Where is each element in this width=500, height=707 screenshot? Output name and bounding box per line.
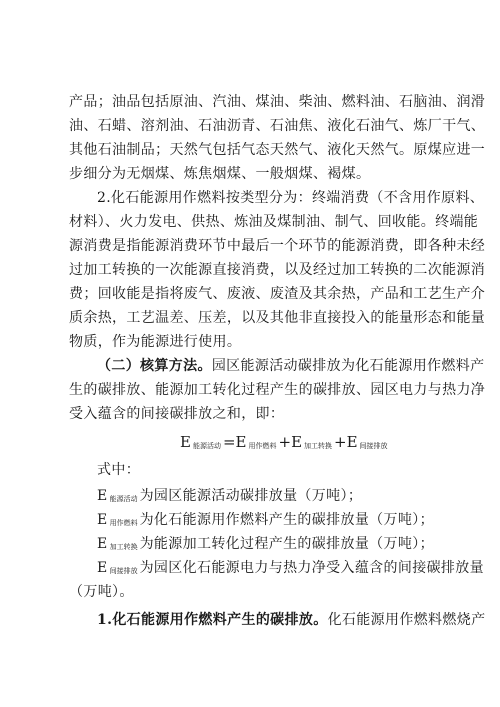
definition-4-text: 为园区化石能源电力与热力净受入蕴含的间接碳排放量 xyxy=(139,560,484,576)
definition-2 xyxy=(97,511,433,532)
paragraph-2-line-6: 质余热，工艺温差、压差，以及其他非直接投入的能量形态和能量 xyxy=(69,310,486,326)
formula-plus-2: + xyxy=(334,433,347,451)
body-line-2: 油、石蜡、溶剂油、石油沥青、石油焦、液化石油气、炼厂干气、 xyxy=(69,118,486,134)
definition-3 xyxy=(97,535,433,556)
section-heading-text: 园区能源活动碳排放为化石能源用作燃料产 xyxy=(211,358,485,374)
section-heading-line xyxy=(97,357,485,375)
formula-sub-process: 加工转换 xyxy=(304,442,333,450)
definition-1 xyxy=(97,487,433,508)
body-line-1: 产品；油品包括原油、汽油、煤油、柴油、燃料油、石脑油、润滑 xyxy=(69,94,486,110)
section-heading: （二）核算方法。 xyxy=(97,358,212,374)
definition-2-sub: 用作燃料 xyxy=(109,519,138,527)
definition-3-text: 为能源加工转化过程产生的碳排放量（万吨）； xyxy=(139,536,434,552)
section-line-3: 受入蕴含的间接碳排放之和，即： xyxy=(69,406,285,422)
paragraph-2-line-4: 过加工转换的一次能源直接消费，以及经过加工转换的二次能源消 xyxy=(69,262,486,278)
formula xyxy=(180,433,388,455)
paragraph-2-line-3: 源消费是指能源消费环节中最后一个环节的能源消费，即各种未经 xyxy=(69,238,486,254)
definition-1-symbol: E xyxy=(97,488,108,504)
subsection-text: 化石能源用作燃料燃烧产 xyxy=(327,612,486,628)
paragraph-2-line-7: 物质，作为能源进行使用。 xyxy=(69,334,242,350)
formula-plus-1: + xyxy=(278,433,292,451)
definition-1-text: 为园区能源活动碳排放量（万吨）； xyxy=(139,488,363,504)
formula-e-process: E xyxy=(291,433,303,451)
definition-4-continued: （万吨）。 xyxy=(69,584,134,600)
formula-equals: = xyxy=(222,433,236,451)
definition-2-text: 为化石能源用作燃料产生的碳排放量（万吨）； xyxy=(139,512,434,528)
formula-sub-indirect: 间接排放 xyxy=(359,442,388,450)
definition-3-sub: 加工转换 xyxy=(109,543,138,551)
section-line-2: 生的碳排放、能源加工转化过程产生的碳排放、园区电力与热力净 xyxy=(69,382,486,398)
definition-2-symbol: E xyxy=(97,512,108,528)
subsection-heading-line xyxy=(97,611,486,629)
formula-sub-total: 能源活动 xyxy=(192,442,221,450)
paragraph-2-line-5: 费；回收能是指将废气、废液、废渣及其余热，产品和工艺生产介 xyxy=(69,286,486,302)
where-label: 式中： xyxy=(97,462,141,478)
formula-sub-fuel: 用作燃料 xyxy=(248,442,277,450)
subsection-heading: 1.化石能源用作燃料产生的碳排放。 xyxy=(97,612,328,628)
definition-1-sub: 能源活动 xyxy=(109,495,138,503)
paragraph-2-line-1: 2.化石能源用作燃料按类型分为：终端消费（不含用作原料、 xyxy=(97,190,485,206)
formula-e-total: E xyxy=(180,433,191,451)
formula-e-fuel: E xyxy=(235,433,247,451)
formula-e-indirect: E xyxy=(346,433,358,451)
definition-4-sub: 间接排放 xyxy=(109,567,138,575)
paragraph-2-line-2: 材料）、火力发电、供热、炼油及煤制油、制气、回收能。终端能 xyxy=(69,214,479,230)
body-line-4: 步细分为无烟煤、炼焦烟煤、一般烟煤、褐煤。 xyxy=(69,166,371,182)
definition-4-symbol: E xyxy=(97,560,108,576)
body-line-3: 其他石油制品；天然气包括气态天然气、液化天然气。原煤应进一 xyxy=(69,142,486,158)
definition-3-symbol: E xyxy=(97,536,108,552)
definition-4 xyxy=(97,559,484,580)
